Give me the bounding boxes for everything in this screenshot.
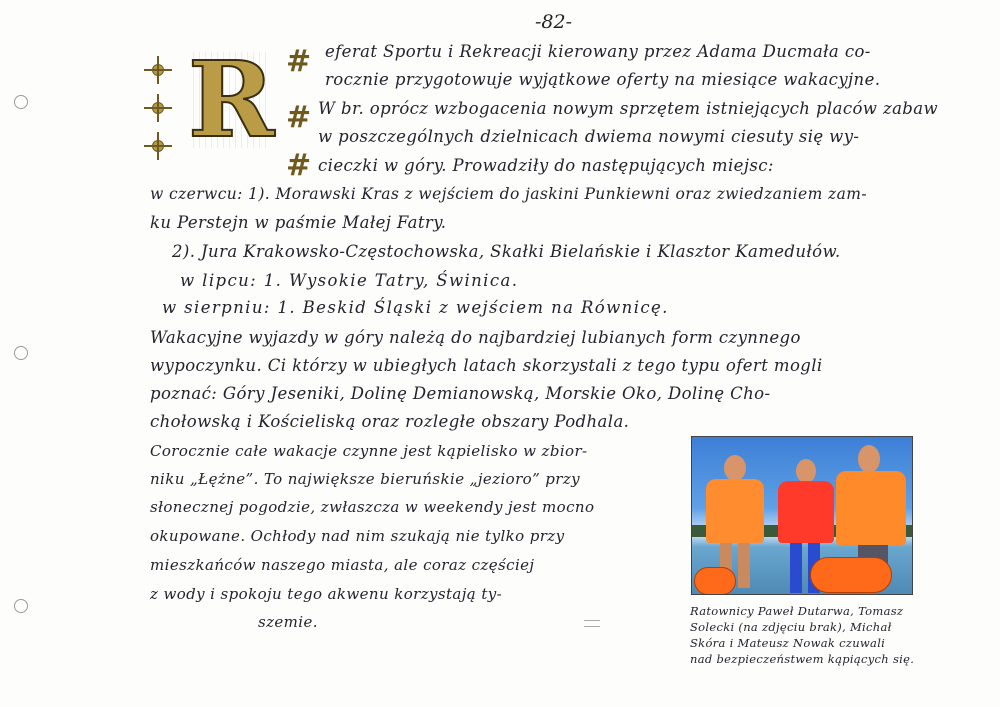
text-line: niku „Łężne”. To największe bieruńskie „jezioro” przy [150,470,581,488]
text-line: w lipcu: 1. Wysokie Tatry, Świnica. [180,271,519,290]
text-line: chołowską i Kościeliską oraz rozległe obszary Podhala. [150,412,630,431]
photo-caption-line: Ratownicy Paweł Dutarwa, Tomasz [690,604,904,618]
text-line: mieszkańców naszego miasta, ale coraz częściej [150,556,535,574]
pencil-mark [584,620,600,627]
photo-caption-line: nad bezpieczeństwem kąpiących się. [690,652,915,666]
page-number: -82- [535,11,573,33]
text-line: słonecznej pogodzie, zwłaszcza w weekendy jest mocno [150,498,595,516]
text-line: poznać: Góry Jeseniki, Dolinę Demianowską, Morskie Oko, Dolinę Cho- [150,384,771,403]
ornament-star-icon [152,64,164,76]
text-line: w czerwcu: 1). Morawski Kras z wejściem do jaskini Punkiewni oraz zwiedzaniem zam- [150,185,867,203]
rescue-buoy-icon [694,567,736,595]
ornament-hash-icon: # [286,44,312,79]
drop-cap-initial: R [188,38,275,161]
text-line: ku Perstejn w paśmie Małej Fatry. [150,213,447,232]
rescue-buoy-icon [810,557,892,593]
text-line: wypoczynku. Ci którzy w ubiegłych latach skorzystali z tego typu ofert mogli [150,356,823,375]
text-line: w sierpniu: 1. Beskid Śląski z wejściem na Równicę. [162,298,669,317]
text-line: z wody i spokoju tego akwenu korzystają ty- [150,585,503,603]
photo-caption-line: Solecki (na zdjęciu brak), Michał [690,620,892,634]
text-line: 2). Jura Krakowsko-Częstochowska, Skałki Bielańskie i Klasztor Kamedułów. [172,242,841,261]
photo-caption-line: Skóra i Mateusz Nowak czuwali [690,636,886,650]
lifeguards-photo [691,436,913,595]
text-line: szemie. [258,613,318,631]
text-line: eferat Sportu i Rekreacji kierowany przez Adama Ducmała co- [325,42,871,61]
text-line: Corocznie całe wakacje czynne jest kąpielisko w zbior- [150,442,588,460]
text-line: W br. oprócz wzbogacenia nowym sprzętem istniejących placów zabaw [318,99,939,118]
text-line: w poszczególnych dzielnicach dwiema nowymi ciesuty się wy- [318,127,860,146]
text-line: okupowane. Ochłody nad nim szukają nie tylko przy [150,527,565,545]
binder-hole-icon [14,599,28,613]
binder-hole-icon [14,346,28,360]
ornament-star-icon [152,140,164,152]
binder-hole-icon [14,95,28,109]
text-line: rocznie przygotowuje wyjątkowe oferty na miesiące wakacyjne. [325,70,881,89]
ornament-hash-icon: # [286,100,312,135]
text-line: cieczki w góry. Prowadziły do następujących miejsc: [318,156,774,175]
text-line: Wakacyjne wyjazdy w góry należą do najbardziej lubianych form czynnego [150,328,801,347]
ornament-star-icon [152,102,164,114]
ornament-hash-icon: # [286,148,312,183]
